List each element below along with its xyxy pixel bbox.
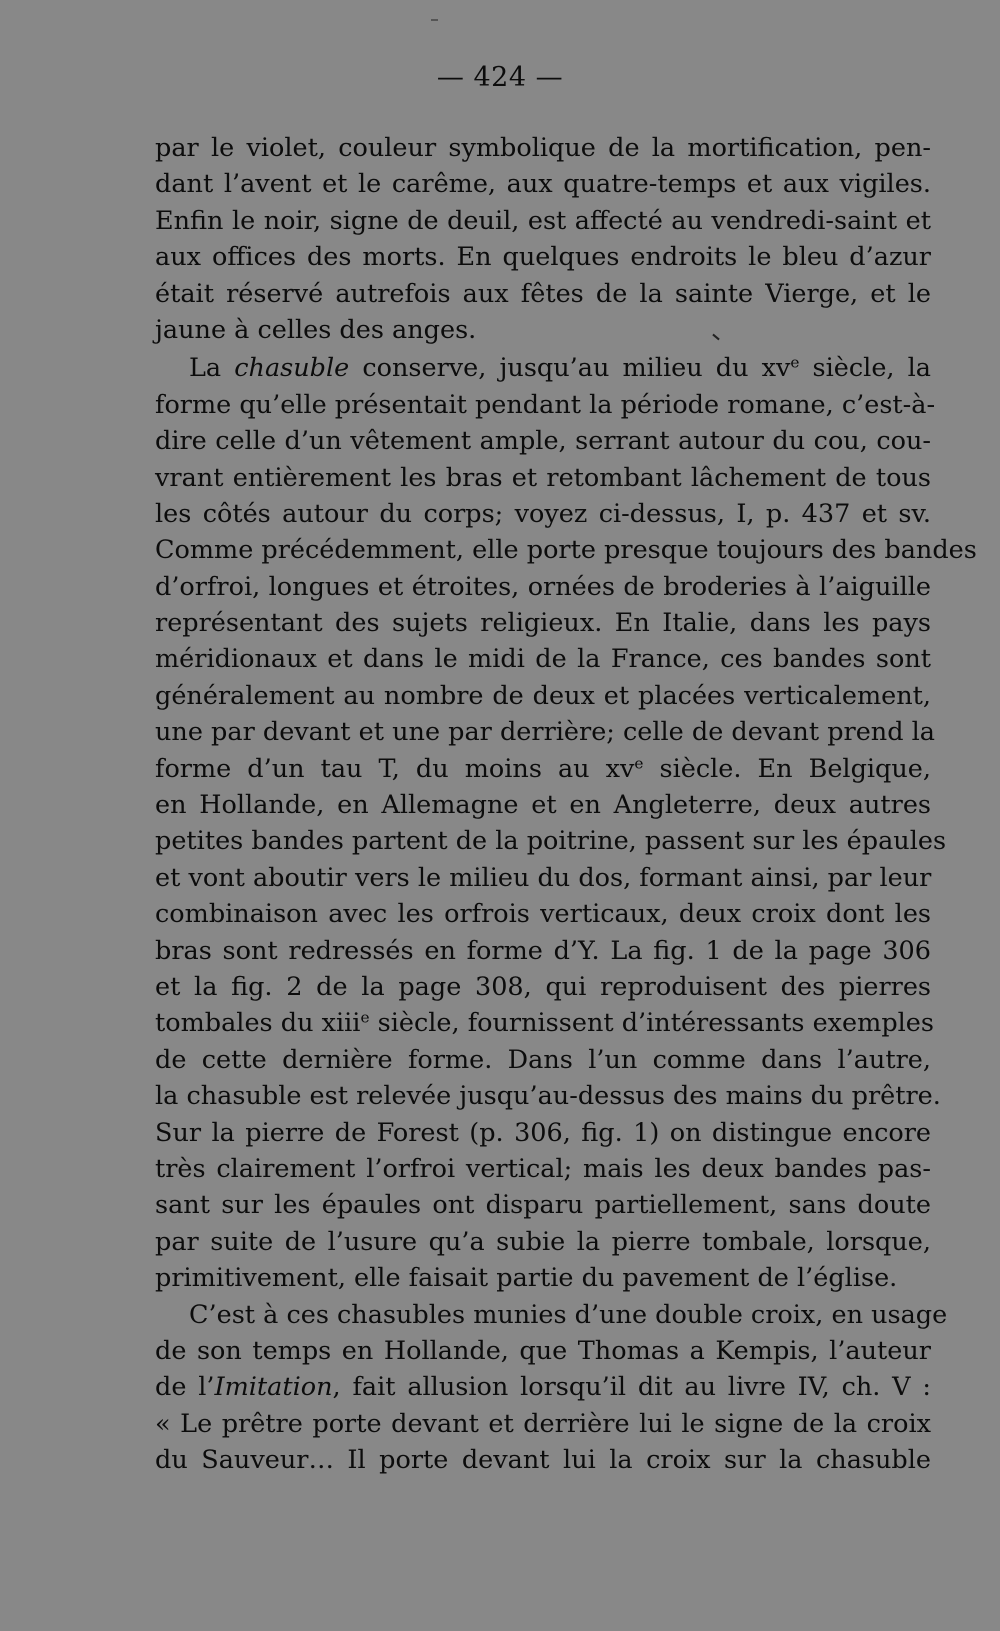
text-line: de l’Imitation, fait allusion lorsqu’il dit au livre IV, ch. V :	[155, 1372, 932, 1403]
text-line: sant sur les épaules ont disparu partiellement, sans doute	[155, 1190, 931, 1221]
text-line: aux offices des morts. En quelques endroits le bleu d’azur	[155, 242, 931, 273]
text-line: du Sauveur… Il porte devant lui la croix sur la chasuble	[155, 1445, 931, 1476]
text-line: bras sont redressés en forme d’Y. La fig. 1 de la page 306	[155, 935, 931, 966]
paragraph-2	[155, 350, 977, 1296]
text-line: Sur la pierre de Forest (p. 306, fig. 1) on distingue encore	[155, 1117, 931, 1148]
text-line: la chasuble est relevée jusqu’au-dessus des mains du prêtre.	[155, 1081, 941, 1112]
text-line: méridionaux et dans le midi de la France, ces bandes sont	[155, 644, 931, 675]
text-line: forme d’un tau T, du moins au $xv^e$ siècle. En Belgique,	[155, 753, 931, 784]
text-line: C’est à ces chasubles munies d’une double croix, en usage	[189, 1299, 948, 1330]
text-line: en Hollande, en Allemagne et en Angleterre, deux autres	[155, 790, 931, 821]
text-line: représentant des sujets religieux. En Italie, dans les pays	[155, 608, 931, 639]
text-line: forme qu’elle présentait pendant la période romane, c’est-à-	[155, 389, 936, 420]
text-line: de cette dernière forme. Dans l’un comme dans l’autre,	[155, 1044, 931, 1075]
text-line: « Le prêtre porte devant et derrière lui le signe de la croix	[155, 1408, 931, 1439]
paragraph-1	[155, 130, 931, 348]
text-line: La chasuble conserve, jusqu’au milieu du $xv^e$ siècle, la	[189, 353, 931, 384]
text-line: Comme précédemment, elle porte presque toujours des bandes	[155, 535, 977, 566]
text-line: vrant entièrement les bras et retombant lâchement de tous	[155, 462, 931, 493]
text-line: par suite de l’usure qu’a subie la pierre tombale, lorsque,	[155, 1226, 931, 1257]
text-line: Enfin le noir, signe de deuil, est affecté au vendredi-saint et	[155, 205, 931, 236]
text-line: de son temps en Hollande, que Thomas a Kempis, l’auteur	[155, 1335, 931, 1366]
text-line: était réservé autrefois aux fêtes de la sainte Vierge, et le	[155, 278, 931, 309]
text-line: jaune à celles des anges.	[155, 314, 477, 345]
text-line: une par devant et une par derrière; celle de devant prend la	[155, 717, 936, 748]
text-line: primitivement, elle faisait partie du pavement de l’église.	[155, 1263, 898, 1294]
text-line: les côtés autour du corps; voyez ci-dessus, I, p. 437 et sv.	[155, 498, 931, 529]
text-line: dant l’avent et le carême, aux quatre-temps et aux vigiles.	[155, 169, 931, 200]
print-speck	[431, 19, 438, 21]
text-line: combinaison avec les orfrois verticaux, deux croix dont les	[155, 899, 931, 930]
emphasis-imitation: Imitation	[214, 1372, 333, 1403]
text-line: très clairement l’orfroi vertical; mais les deux bandes pas-	[155, 1153, 931, 1184]
text-line: dire celle d’un vêtement ample, serrant autour du cou, cou-	[155, 426, 931, 457]
text-line: par le violet, couleur symbolique de la mortification, pen-	[155, 133, 931, 163]
text-line: et vont aboutir vers le milieu du dos, formant ainsi, par leur	[155, 862, 932, 893]
page-number: — 424 —	[436, 62, 564, 93]
text-line: petites bandes partent de la poitrine, passent sur les épaules	[155, 826, 947, 857]
paragraph-3	[155, 1297, 948, 1479]
body-text	[155, 130, 977, 1478]
text-line: tombales du xiii$^e$ siècle, fournissent d’intéressants exemples	[155, 1008, 934, 1039]
text-line: généralement au nombre de deux et placées verticalement,	[155, 680, 931, 711]
emphasis-chasuble: chasuble	[234, 353, 350, 384]
text-line: et la fig. 2 de la page 308, qui reproduisent des pierres	[155, 971, 931, 1002]
text-line: d’orfroi, longues et étroites, ornées de broderies à l’aiguille	[155, 571, 931, 602]
